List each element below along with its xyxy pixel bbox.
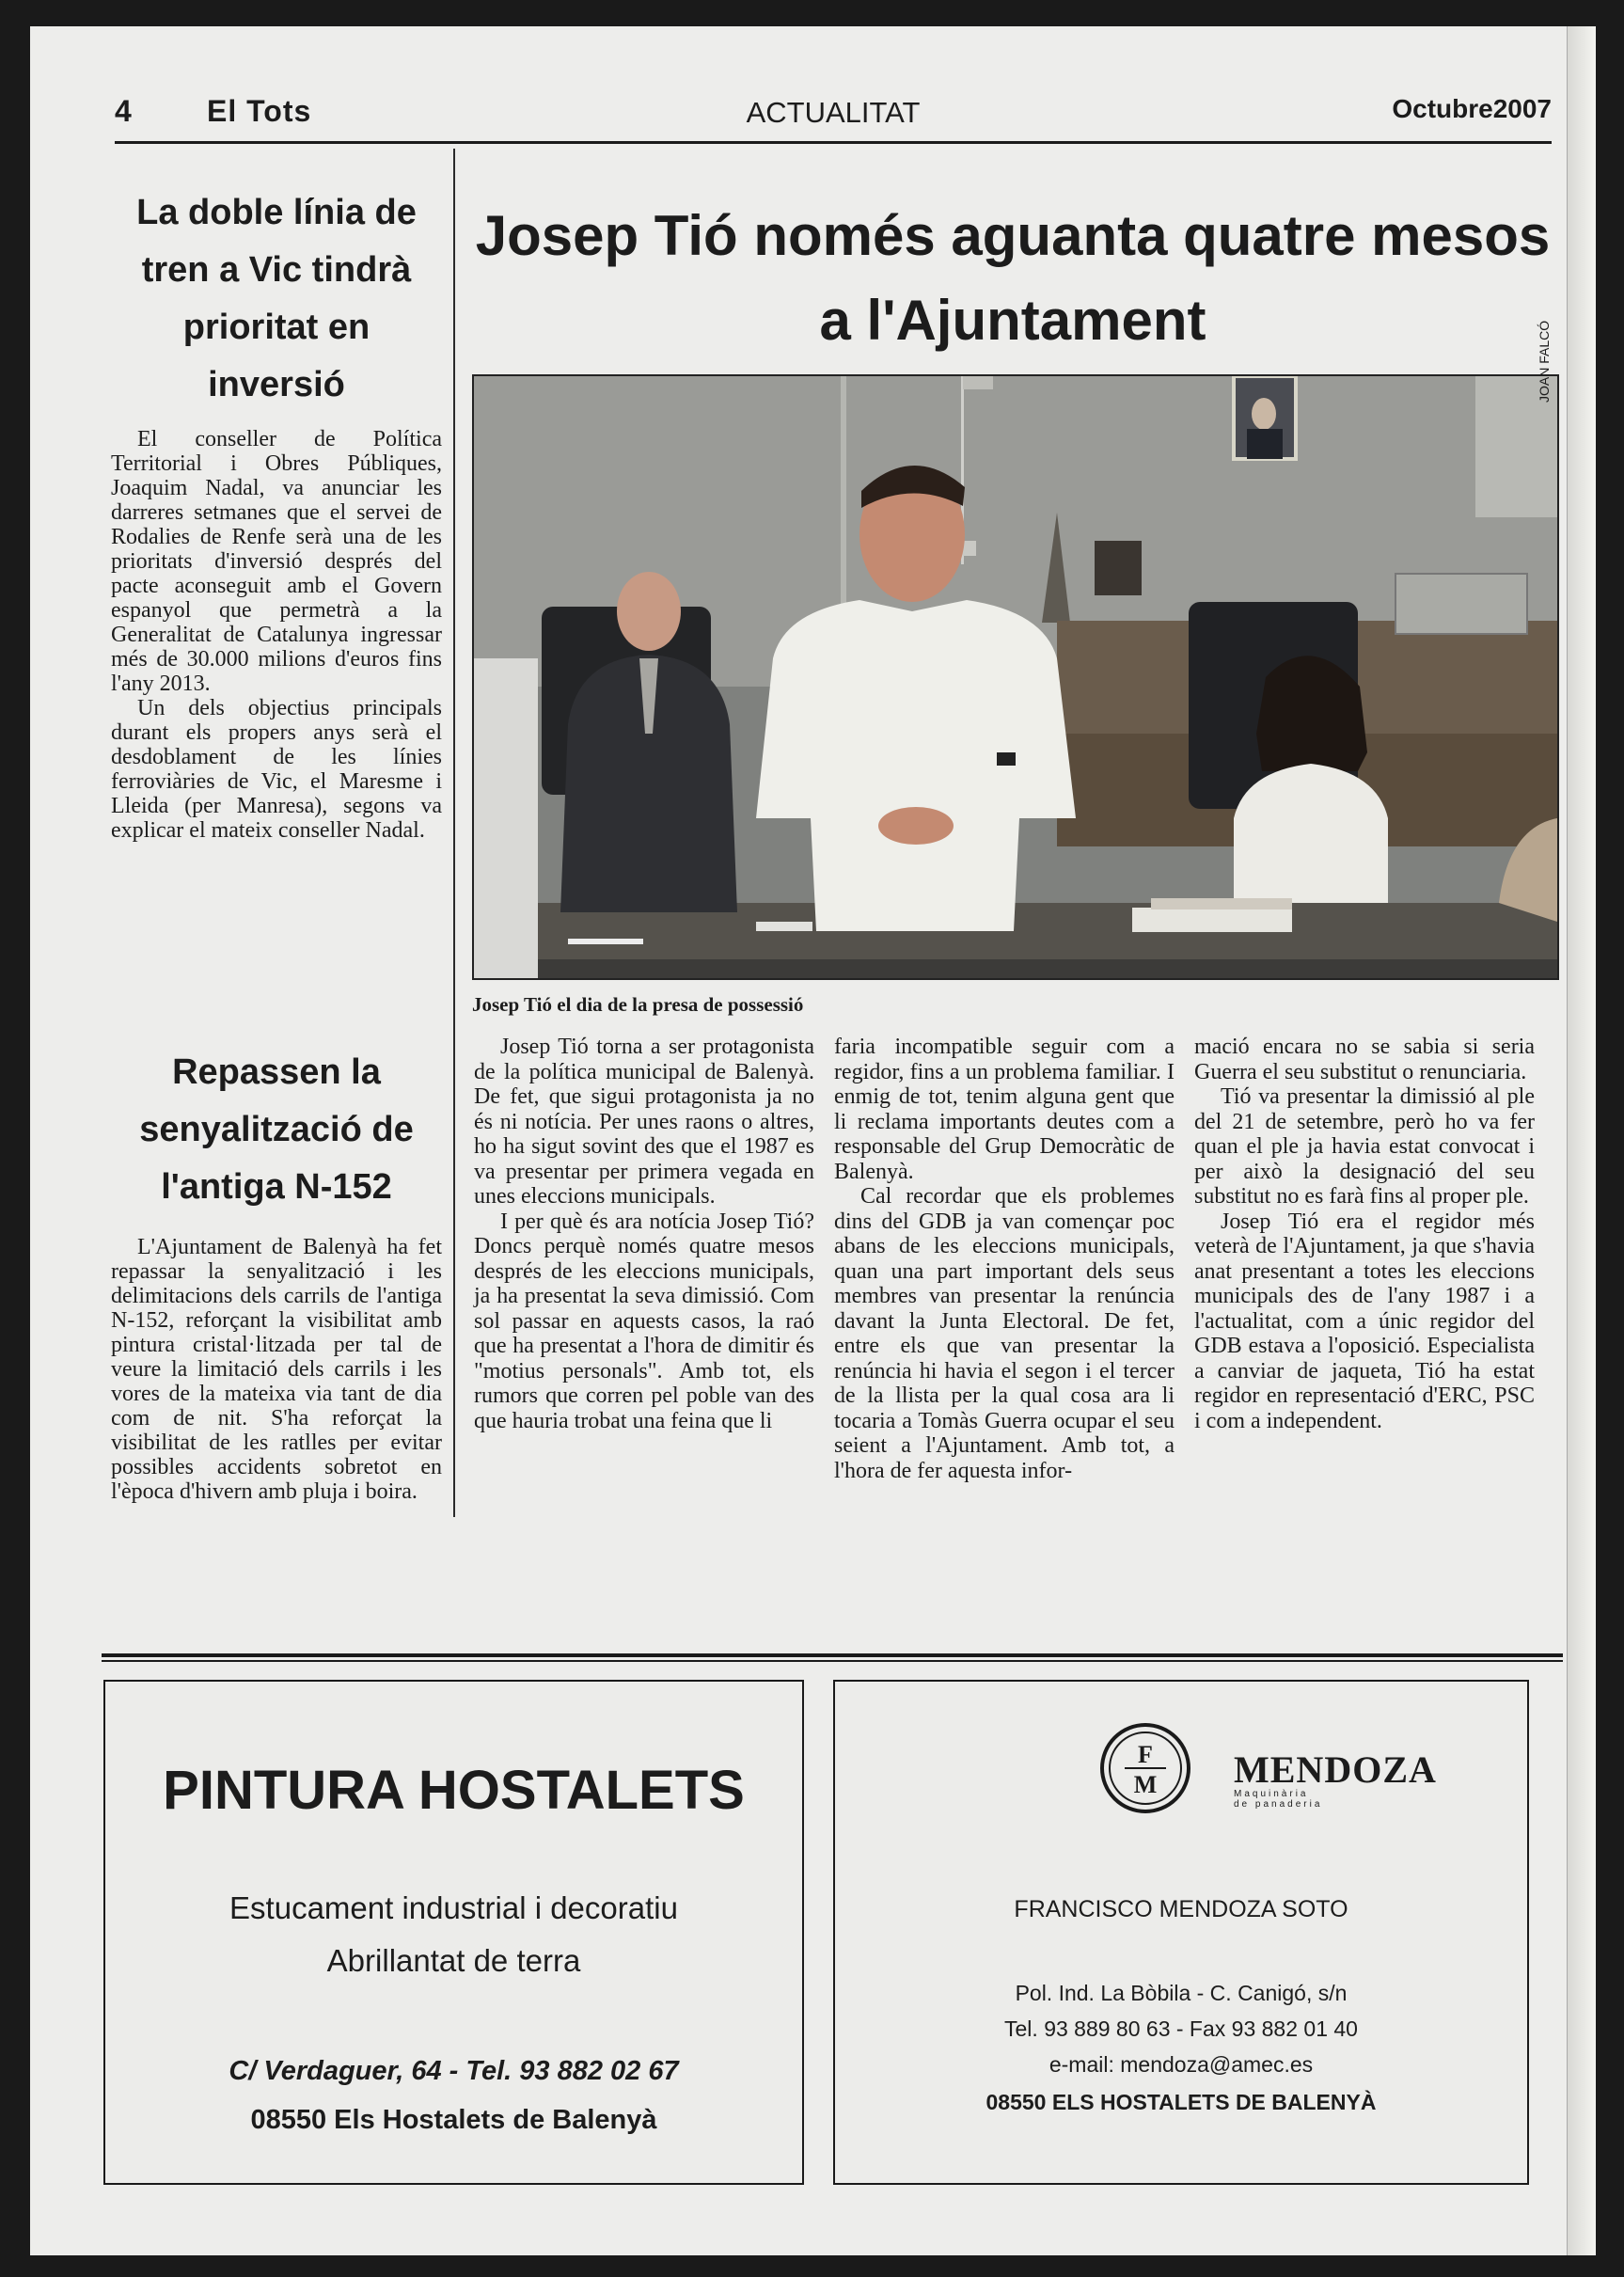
story-title: Repassen la senyalització de l'antiga N-152 <box>139 1052 414 1207</box>
page-header <box>115 94 1552 139</box>
ad-rule <box>102 1653 1563 1657</box>
ad-owner: FRANCISCO MENDOZA SOTO <box>1014 1896 1348 1922</box>
council-meeting-photo <box>474 376 1557 978</box>
story-paragraph: El conseller de Política Territorial i Obres Públiques, Joaquim Nadal, va anunciar les darreres setmanes que el servei de Rodalies de Renfe serà una de les prioritats d'inversió després del pacte aconseguit amb el Govern espanyol que permetrà a la Generalitat de Catalunya ingressar més de 30.000 milions d'euros fins l'any 2013. <box>111 427 442 696</box>
mendoza-logo-icon <box>1098 1721 1192 1815</box>
issue-date: Octubre2007 <box>1392 94 1552 123</box>
article-column-1 <box>474 1035 814 1433</box>
ad-email: e-mail: mendoza@amec.es <box>1049 2052 1314 2077</box>
mendoza-ad <box>833 1680 1529 2185</box>
section-title: ACTUALITAT <box>746 96 921 129</box>
sidebar-story-road <box>111 1044 442 1504</box>
ad-tagline <box>1234 1789 1322 1810</box>
ad-tagline-line: de panaderia <box>1234 1799 1323 1810</box>
page-number: 4 <box>115 94 132 128</box>
article-photo <box>472 374 1559 980</box>
pintura-hostalets-ad <box>103 1680 804 2185</box>
article-paragraph: I per què és ara notícia Josep Tió? Doncs perquè només quatre mesos després de les eleccions municipals, ja ha presentat la seva dimissió. Com sol passar en aquests casos, la raó que ha presentat a l'hora de dimitir és "motius personals". Amb tot, els rumors que corren pel poble van des que hauria trobat una feina que li <box>474 1209 814 1433</box>
ad-city: 08550 ELS HOSTALETS DE BALENYÀ <box>985 2090 1377 2114</box>
photo-caption: Josep Tió el dia de la presa de possessió <box>472 993 804 1016</box>
article-paragraph: Josep Tió era el regidor més veterà de l'Ajuntament, ja que s'havia anat presentant a totes les eleccions municipals des de l'any 1987 i a l'actualitat, com a únic regidor del GDB estava a l'oposició. Especialista a canviar de jaqueta, Tió ha estat regidor en representació d'ERC, PSC i com a independent. <box>1194 1209 1535 1433</box>
ad-service-line: Abrillantat de terra <box>326 1943 581 1978</box>
ad-rule <box>102 1660 1563 1662</box>
article-column-2 <box>834 1035 1175 1483</box>
ad-business-name: PINTURA HOSTALETS <box>163 1760 745 1821</box>
ad-address: Pol. Ind. La Bòbila - C. Canigó, s/n <box>1015 1981 1348 2005</box>
ad-city: 08550 Els Hostalets de Balenyà <box>250 2105 657 2135</box>
ad-brand: MENDOZA <box>1234 1748 1437 1791</box>
ad-tagline-line: Maquinària <box>1234 1789 1309 1799</box>
article-paragraph: faria incompatible seguir com a regidor, fins a un problema familiar. I enmig de tot, tenim alguna gent que li reclama importants deutes com a responsable del Grup Democràtic de Balenyà. <box>834 1035 1175 1184</box>
article-paragraph: mació encara no se sabia si seria Guerra el seu substitut o renunciaria. <box>1194 1035 1535 1084</box>
main-headline: Josep Tió només aguanta quatre mesos a l'Ajuntament <box>475 204 1551 352</box>
publication-name: El Tots <box>207 94 312 128</box>
newspaper-page <box>30 26 1596 2255</box>
photo-credit: JOAN FALCÓ <box>1537 320 1552 403</box>
svg-text:F: F <box>1138 1741 1153 1768</box>
ad-address: C/ Verdaguer, 64 - Tel. 93 882 02 67 <box>229 2056 679 2086</box>
article-paragraph: Tió va presentar la dimissió al ple del 21 de setembre, però ho va fer quan el ple ja havia estat convocat i per això la designació del seu substitut no es farà fins al proper ple. <box>1194 1084 1535 1209</box>
article-column-3 <box>1194 1035 1535 1433</box>
page-spine <box>1567 26 1596 2255</box>
svg-text:M: M <box>1133 1771 1158 1798</box>
column-divider <box>453 149 455 1517</box>
header-rule <box>115 141 1552 144</box>
story-paragraph: L'Ajuntament de Balenyà ha fet repassar la senyalització i les delimitacions dels carrils de l'antiga N-152, reforçant la visibilitat amb pintura cristal·litzada per tal de veure la limitació dels carrils i les vores de la mateixa via tant de dia com de nit. S'ha reforçat la visibilitat de les ratlles per evitar possibles accidents sobretot en l'època d'hivern amb pluja i boira. <box>111 1235 442 1504</box>
ad-phone: Tel. 93 889 80 63 - Fax 93 882 01 40 <box>1004 2016 1358 2041</box>
sidebar-story-train <box>111 184 442 843</box>
article-paragraph: Josep Tió torna a ser protagonista de la política municipal de Balenyà. De fet, que sigui protagonista ja no és ni notícia. Per unes raons o altres, ho ha sigut sovint des que el 1987 es va presentar per primera vegada en unes eleccions municipals. <box>474 1035 814 1209</box>
story-paragraph: Un dels objectius principals durant els propers anys serà el desdoblament de les línies ferroviàries de Vic, el Maresme i Lleida (per Manresa), segons va explicar el mateix conseller Nadal. <box>111 696 442 843</box>
article-paragraph: Cal recordar que els problemes dins del GDB ja van començar poc abans de les eleccions municipals, quan una part important dels seus membres van presentar la renúncia davant la Junta Electoral. De fet, entre els que van presentar la renúncia hi havia el segon i el tercer de la llista per la qual cosa ara li tocaria a Tomàs Guerra ocupar el seu seient a l'Ajuntament. Amb tot, a l'hora de fer aquesta infor- <box>834 1184 1175 1483</box>
ad-service-line: Estucament industrial i decoratiu <box>229 1890 678 1925</box>
story-title: La doble línia de tren a Vic tindrà prioritat en inversió <box>136 193 417 404</box>
